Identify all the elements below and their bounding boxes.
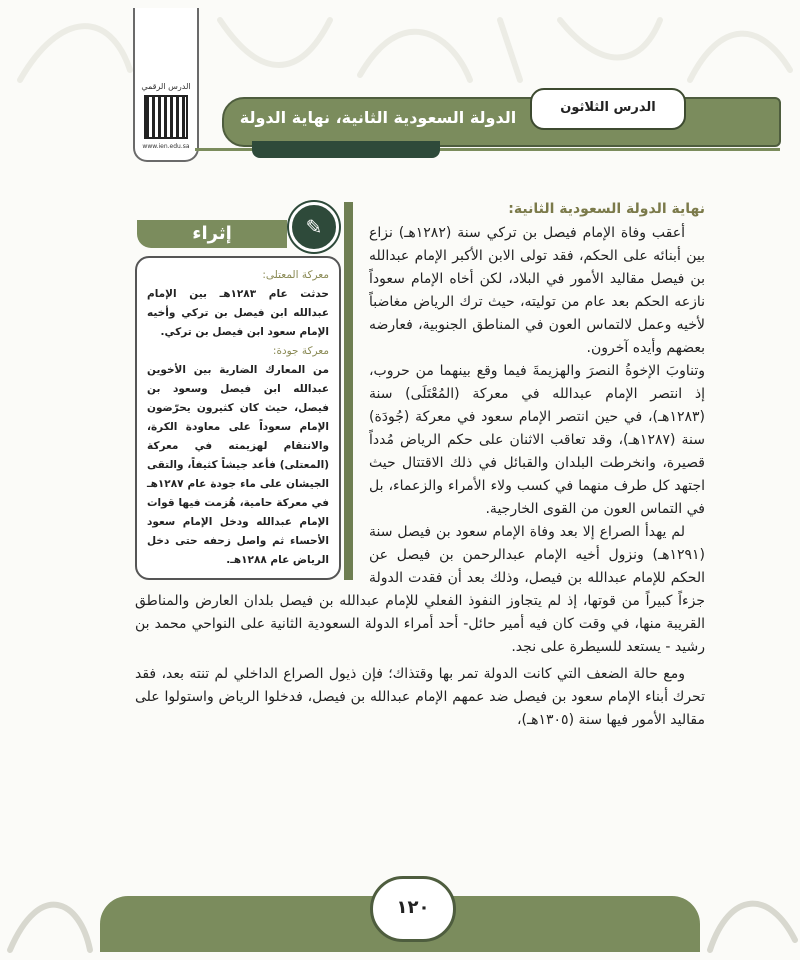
enrichment-bar <box>344 202 353 580</box>
lesson-number-tab: الدرس الثلاثون <box>530 88 686 130</box>
paragraph: وتناوبَ الإخوةُ النصرَ والهزيمةَ فيما وقع بينهما من حروب، إذ انتصر الإمام عبدالله في معركة (المُعْتَلَى) سنة (١٢٨٣هـ)، في حين انتصر الإمام سعود في معركة (جُودَة) سنة (١٢٨٧هـ)، وقد تعاقب الاثنان على حكم الرياض مُدداً قصيرة، وانخرطت البلدان والقبائل في ذلك الاقتتال حيث اجتهد كل طرف منهما في كسب <box>369 363 705 494</box>
digital-lesson-label: الدرس الرقمي <box>141 82 191 91</box>
page-number: ١٢٠ <box>370 876 456 942</box>
lesson-title: الدولة السعودية الثانية، نهاية الدولة <box>239 108 517 127</box>
enrichment-header <box>135 202 341 246</box>
enrichment-panel <box>135 202 353 580</box>
box-text: من المعارك الضارية بين الأخوين عبدالله ابن فيصل وسعود بن فيصل، حيث كان كثيرون يحرّضون الإمام سعوداً على معاودة الكرة، والانتقام لهزيمته في معركة (المعتلى) فأعد جيشاً كثيفاً، والتقى الجيشان على ماء جودة عام ١٢٨٧هـ في معركة حامية، هُزمت فيها قوات الإمام عبدالله ودخل الإمام سعود الأحساء ثم واصل زحفه حتى دخل الرياض عام ١٢٨٨هـ. <box>147 364 329 566</box>
section-title: نهاية الدولة السعودية الثانية: <box>508 201 705 217</box>
paragraph: لم يهدأ الصراع إلا بعد وفاة الإمام سعود بن فيصل سنة (١٢٩١هـ) ونزول أخيه الإمام عبدالرحمن بن فيصل عن الحكم للإمام عبدالله بن فيصل، وذلك بعد أن فقدت الدولة جزءاً كبيراً من قوتها، إذ لم يتجاوز النفوذ الفعلي للإمام عبدالله بن فيصل بلدان العارض والمناطق القريبة منها، في وقت كان فيه أمير حائل- أحد أمراء الدولة السعودية الثانية على النواحي محمد بن رشيد - يستعد للسيطرة على نجد. <box>135 524 705 655</box>
enrichment-box <box>135 256 341 580</box>
paragraph: ومع حالة الضعف التي كانت الدولة تمر بها وقتذاك؛ فإن ذيول الصراع الداخلي لم تنته بعد، فقد تحرك أبناء الإمام سعود بن فيصل ضد عمهم الإمام عبدالله بن فيصل، فدخلوا الرياض واستولوا على مقاليد الأمور فيها سنة (١٣٠٥هـ)، <box>135 666 705 728</box>
header-accent <box>252 141 440 158</box>
box-heading: معركة جودة: <box>272 345 329 357</box>
paragraph: ولاء الأمراء والزعماء، بل في التماس العون من القوى الخارجية. <box>369 478 705 517</box>
paragraph: أعقب وفاة الإمام فيصل بن تركي سنة (١٢٨٢هـ) نزاع بين أبنائه على الحكم، فقد تولى الابن الأكبر الإمام عبدالله بن فيصل مقاليد الأمور في البلاد، لكن أخاه الإمام سعوداً نازعه الحكم بعد عام من توليته، حيث ترك الرياض مغاضباً لأخيه وعمل لالتماس العون في المناطق الجنوبية، فعارضه بعضهم وأيده آخرون. <box>369 225 705 356</box>
box-heading: معركة المعتلى: <box>262 269 329 281</box>
digital-lesson-qr-card[interactable] <box>133 8 199 162</box>
box-text: حدثت عام ١٢٨٣هـ بين الإمام عبدالله ابن فيصل بن تركي وأخيه الإمام سعود ابن فيصل بن تركي. <box>147 288 329 338</box>
site-url[interactable]: www.ien.edu.sa <box>142 143 190 150</box>
main-content <box>135 196 705 732</box>
scroll-icon: ✎ <box>289 202 339 252</box>
enrichment-title: إثراء <box>137 220 287 248</box>
qr-code-icon[interactable] <box>144 95 188 139</box>
